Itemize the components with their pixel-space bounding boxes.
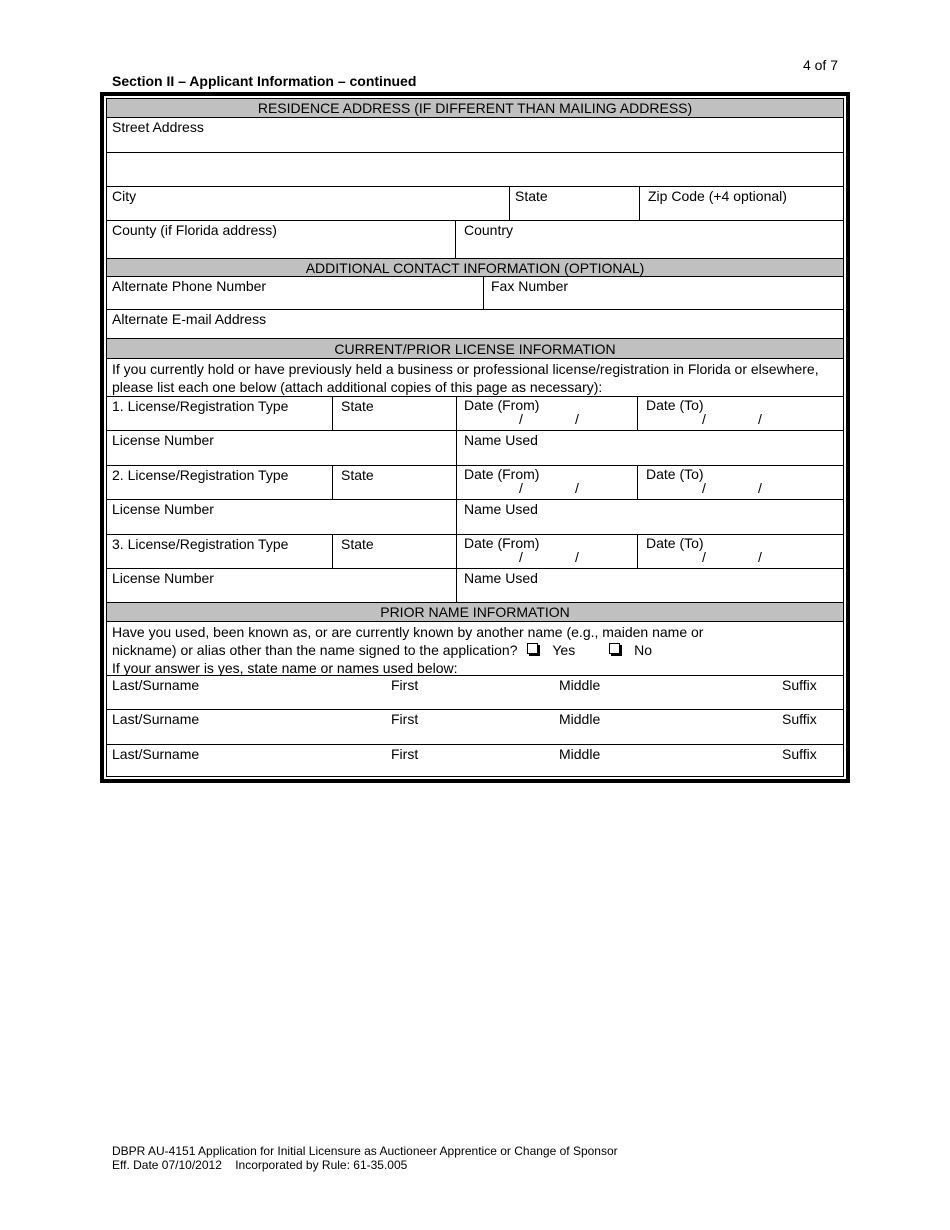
footer-effective-date: Eff. Date 07/10/2012 Incorporated by Rule: 61-35.005 [112, 1158, 408, 1172]
date-to-label: Date (To) [646, 466, 704, 482]
license-state-1-field[interactable] [332, 397, 456, 430]
prior-name-row-2[interactable] [107, 710, 843, 745]
contact-header: ADDITIONAL CONTACT INFORMATION (OPTIONAL) [107, 259, 843, 277]
zip-code-label: Zip Code (+4 optional) [648, 188, 787, 204]
date-separator: / [702, 411, 706, 427]
first-name-label: First [391, 711, 419, 727]
suffix-label: Suffix [782, 746, 817, 762]
section-title: Section II – Applicant Information – continued [112, 73, 417, 89]
middle-name-label: Middle [559, 677, 601, 693]
license-type-3-field[interactable] [107, 535, 332, 568]
suffix-label: Suffix [782, 677, 817, 693]
license-entry-1-row [107, 397, 843, 431]
yes-label: Yes [552, 642, 576, 658]
license-header: CURRENT/PRIOR LICENSE INFORMATION [107, 339, 843, 359]
street-address-field[interactable] [107, 118, 843, 152]
date-from-2-field[interactable] [456, 466, 637, 499]
first-name-label: First [391, 677, 419, 693]
date-from-label: Date (From) [464, 466, 540, 482]
license-number-2-row [107, 500, 843, 535]
date-separator: / [702, 549, 706, 565]
date-separator: / [575, 480, 579, 496]
prior-name-question-line2: nickname) or alias other than the name signed to the application? [112, 642, 518, 658]
country-label: Country [464, 222, 514, 238]
license-number-1-row [107, 431, 843, 466]
license-number-label: License Number [112, 432, 214, 448]
page-number: 4 of 7 [802, 57, 838, 73]
residence-header: RESIDENCE ADDRESS (IF DIFFERENT THAN MAILING ADDRESS) [107, 99, 843, 118]
license-state-label: State [341, 467, 374, 483]
name-used-label: Name Used [464, 432, 538, 448]
street-address-row [107, 118, 843, 153]
date-to-label: Date (To) [646, 397, 704, 413]
state-label: State [515, 188, 548, 204]
date-from-3-field[interactable] [456, 535, 637, 568]
middle-name-label: Middle [559, 746, 601, 762]
name-used-label: Name Used [464, 501, 538, 517]
license-type-3-label: 3. License/Registration Type [112, 536, 289, 552]
date-to-label: Date (To) [646, 535, 704, 551]
form-table [106, 98, 844, 777]
prior-name-question-line1: Have you used, been known as, or are currently known by another name (e.g., maiden name or [112, 624, 704, 640]
date-to-3-field[interactable] [637, 535, 843, 568]
prior-name-row-1[interactable] [107, 676, 843, 710]
license-number-2-field[interactable] [107, 500, 456, 534]
license-type-1-field[interactable] [107, 397, 332, 430]
license-number-label: License Number [112, 501, 214, 517]
phone-fax-row [107, 277, 843, 310]
alternate-email-field[interactable] [107, 310, 843, 338]
fax-number-label: Fax Number [491, 278, 569, 294]
date-separator: / [519, 411, 523, 427]
name-used-3-field[interactable] [456, 569, 843, 602]
license-state-2-field[interactable] [332, 466, 456, 499]
license-entry-3-row [107, 535, 843, 569]
name-used-1-field[interactable] [456, 431, 843, 465]
license-entry-2-row [107, 466, 843, 500]
no-label: No [634, 642, 653, 658]
license-number-label: License Number [112, 570, 214, 586]
alternate-phone-field[interactable] [107, 277, 483, 309]
city-label: City [112, 188, 137, 204]
first-name-label: First [391, 746, 419, 762]
street-address-label: Street Address [112, 119, 204, 135]
country-field[interactable] [455, 221, 843, 258]
date-separator: / [575, 549, 579, 565]
license-number-3-row [107, 569, 843, 603]
license-number-1-field[interactable] [107, 431, 456, 465]
last-name-label: Last/Surname [112, 677, 200, 693]
date-separator: / [758, 480, 762, 496]
no-checkbox[interactable] [609, 643, 620, 654]
license-type-2-label: 2. License/Registration Type [112, 467, 289, 483]
fax-number-field[interactable] [483, 277, 843, 309]
prior-name-header: PRIOR NAME INFORMATION [107, 603, 843, 622]
name-used-label: Name Used [464, 570, 538, 586]
license-number-3-field[interactable] [107, 569, 456, 602]
license-type-1-label: 1. License/Registration Type [112, 398, 289, 414]
city-field[interactable] [107, 187, 509, 220]
license-type-2-field[interactable] [107, 466, 332, 499]
date-separator: / [758, 411, 762, 427]
last-name-label: Last/Surname [112, 711, 200, 727]
county-label: County (if Florida address) [112, 222, 277, 238]
zip-code-field[interactable] [639, 187, 843, 220]
date-from-label: Date (From) [464, 535, 540, 551]
last-name-label: Last/Surname [112, 746, 200, 762]
county-country-row [107, 221, 843, 259]
alternate-phone-label: Alternate Phone Number [112, 278, 267, 294]
date-from-label: Date (From) [464, 397, 540, 413]
suffix-label: Suffix [782, 711, 817, 727]
license-intro-row [107, 359, 843, 397]
license-state-label: State [341, 398, 374, 414]
license-intro-text: If you currently hold or have previously held a business or professional license/registration in Florida or elsewhere, please list each one below (attach additional copies of this page as necessary): [112, 361, 819, 395]
street-address-line2-field[interactable] [107, 153, 843, 187]
yes-checkbox[interactable] [527, 643, 538, 654]
county-field[interactable] [107, 221, 455, 258]
prior-name-question-row [107, 622, 843, 676]
date-from-1-field[interactable] [456, 397, 637, 430]
license-state-3-field[interactable] [332, 535, 456, 568]
state-field[interactable] [509, 187, 639, 220]
footer-form-title: DBPR AU-4151 Application for Initial Licensure as Auctioneer Apprentice or Change of Sponsor [112, 1144, 618, 1158]
middle-name-label: Middle [559, 711, 601, 727]
date-separator: / [758, 549, 762, 565]
date-separator: / [519, 480, 523, 496]
form-frame [100, 92, 850, 783]
prior-name-instruction: If your answer is yes, state name or names used below: [112, 660, 458, 676]
date-separator: / [702, 480, 706, 496]
date-to-1-field[interactable] [637, 397, 843, 430]
prior-name-row-3[interactable] [107, 745, 843, 778]
date-to-2-field[interactable] [637, 466, 843, 499]
date-separator: / [575, 411, 579, 427]
form-footer [112, 1144, 618, 1172]
name-used-2-field[interactable] [456, 500, 843, 534]
date-separator: / [519, 549, 523, 565]
license-state-label: State [341, 536, 374, 552]
alternate-email-label: Alternate E-mail Address [112, 311, 267, 327]
alternate-email-row [107, 310, 843, 339]
city-state-zip-row [107, 187, 843, 221]
